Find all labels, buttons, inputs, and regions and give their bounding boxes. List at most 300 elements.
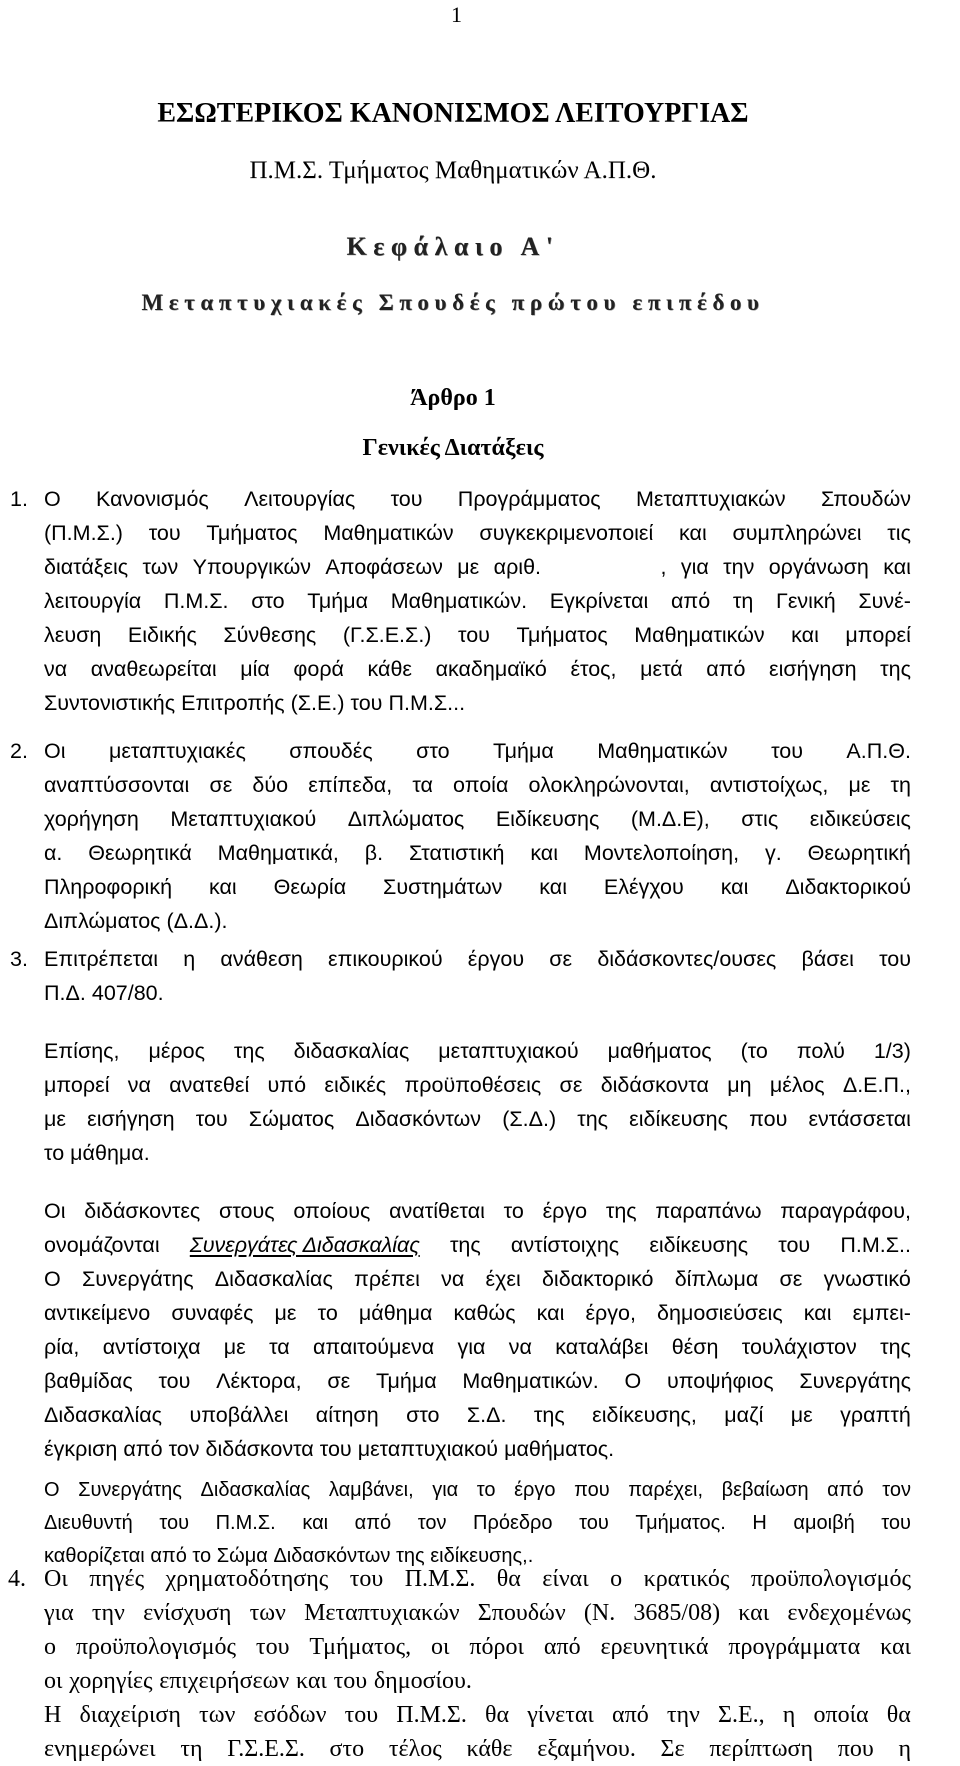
word: σε (209, 773, 233, 797)
word: στο (406, 1403, 440, 1427)
word: Διπλώματος (347, 807, 465, 831)
word: πόροι (469, 1634, 524, 1660)
word: συμπληρώνει (732, 521, 862, 545)
word: Ο (624, 1369, 642, 1393)
word: μπορεί (44, 1073, 110, 1097)
word: του (158, 1369, 191, 1393)
word: Ο (44, 487, 61, 511)
word: συναφές (171, 1301, 254, 1325)
word: υπό (267, 1073, 307, 1097)
word: Σπουδών (477, 1600, 566, 1626)
text-line (44, 1698, 911, 1732)
paragraph-number: 3. (10, 947, 28, 971)
word: μετά (640, 657, 683, 681)
word: διαχείριση (79, 1702, 181, 1728)
word: μέρος (148, 1039, 205, 1063)
word: Δ.Ε.Π., (842, 1073, 911, 1097)
word: βαθμίδας (44, 1369, 133, 1393)
word: το (192, 1545, 212, 1567)
word: β. (364, 841, 384, 865)
document-title: ΕΣΩΤΕΡΙΚΟΣ ΚΑΝΟΝΙΣΜΟΣ ΛΕΙΤΟΥΡΓΙΑΣ (157, 98, 749, 129)
word: 3685/08) (633, 1600, 721, 1626)
word: (Σ.Δ.) (502, 1107, 557, 1131)
word: προϋπολογισμός (75, 1634, 237, 1660)
word: ρία, (44, 1335, 80, 1359)
text-line (44, 836, 911, 870)
word: χορήγηση (44, 807, 139, 831)
word: Στατιστική (409, 841, 505, 865)
paragraph-2 (44, 734, 911, 938)
word: και (539, 875, 567, 899)
text-line (44, 1474, 911, 1507)
word: οποία (453, 773, 509, 797)
word: δημοσίου. (373, 1668, 472, 1694)
word: Μεταπτυχιακών (635, 487, 786, 511)
text-line (44, 942, 911, 976)
word: Η (44, 1702, 62, 1728)
word: καθώς (453, 1301, 516, 1325)
word: της (880, 657, 911, 681)
word: αντίστοιχης (510, 1233, 620, 1257)
word: αίτηση (315, 1403, 379, 1427)
word: Λέκτορα, (216, 1369, 302, 1393)
word: Οι (44, 1199, 66, 1223)
word: Τμήματος. (635, 1512, 726, 1534)
word: ανατίθεται (389, 1199, 485, 1223)
word: (Δ.Δ.). (166, 909, 228, 933)
word: Συντονιστικής (44, 691, 176, 715)
word: μεταπτυχιακές (108, 739, 246, 763)
word: (Σ.Ε.) (290, 691, 345, 715)
word: Υπουργικών (192, 555, 311, 579)
text-line (44, 584, 911, 618)
word: το (317, 1301, 338, 1325)
word: θα (886, 1702, 911, 1728)
word: Μαθηματικών (323, 521, 454, 545)
text-line (44, 1102, 911, 1136)
word: ανατεθεί (169, 1073, 250, 1097)
word: για (457, 1335, 486, 1359)
word: Προγράμματος (457, 487, 601, 511)
word: ανάθεση (220, 947, 303, 971)
word: ειδικεύσεις (809, 807, 911, 831)
word: Διδασκόντων (273, 1545, 391, 1567)
word: η (898, 1736, 911, 1762)
text-line (44, 1330, 911, 1364)
word: Μαθηματικών (597, 739, 728, 763)
text-line (44, 1194, 911, 1228)
page-number: 1 (451, 2, 462, 27)
word: και (302, 1512, 329, 1534)
article-title: Γενικές Διατάξεις (362, 435, 544, 461)
word: Π.Μ.Σ... (388, 691, 466, 715)
word: Ο (44, 1479, 60, 1501)
word: συγκεκριμενοποιεί (479, 521, 654, 545)
word: γνωστικό (823, 1267, 911, 1291)
word: με (274, 1301, 297, 1325)
word: Επίσης, (44, 1039, 120, 1063)
word: Π.Δ. (44, 981, 86, 1005)
word: αντίστοιχα (102, 1335, 201, 1359)
text-line (44, 652, 911, 686)
word: Τμήματος (206, 521, 298, 545)
word: έχει (485, 1267, 521, 1291)
word: της (533, 1403, 565, 1427)
word: μαθήματος. (504, 1437, 615, 1461)
word: και (536, 1301, 565, 1325)
word: Ελέγχου (603, 875, 684, 899)
word: λευση (44, 623, 102, 647)
word: Κανονισμός (96, 487, 209, 511)
word: εντάσσεται (808, 1107, 911, 1131)
word: στο (416, 739, 450, 763)
word: Ο (44, 1267, 61, 1291)
word: επικουρικού (328, 947, 443, 971)
word: σε (559, 1073, 583, 1097)
word: είναι (542, 1566, 589, 1592)
word: της (880, 1335, 911, 1359)
word: Πληροφορική (44, 875, 173, 899)
word: Πρόεδρο (473, 1512, 553, 1534)
word: που (574, 1479, 610, 1501)
word: μία (240, 657, 270, 681)
word: στο (329, 1736, 365, 1762)
word: 407/80. (91, 981, 164, 1005)
word: Θεωρία (273, 875, 347, 899)
word: αναπτύσσονται (44, 773, 190, 797)
word: διδακτορικό (541, 1267, 654, 1291)
text-line (44, 618, 911, 652)
word: εμπει- (852, 1301, 911, 1325)
word: 1/3) (873, 1039, 911, 1063)
text-line (44, 1228, 911, 1262)
word: δημοσιεύσεις (657, 1301, 783, 1325)
word: Συστημάτων (383, 875, 503, 899)
word: Επιτροπής (181, 691, 285, 715)
word: από (150, 1545, 187, 1567)
word: για (432, 1479, 459, 1501)
word: Αποφάσεων (325, 555, 443, 579)
word: μπορεί (845, 623, 911, 647)
text-line (44, 1630, 911, 1664)
word: Π.Μ.Σ. (215, 1512, 276, 1534)
word: και (803, 1301, 832, 1325)
word: μάθημα (358, 1301, 433, 1325)
word: Οι (44, 739, 66, 763)
word: του (579, 1512, 609, 1534)
word: του (319, 1437, 352, 1461)
word: Σπουδών (820, 487, 911, 511)
word: Π.Μ.Σ.. (840, 1233, 911, 1257)
paragraph-4 (44, 1562, 911, 1766)
paragraph-3c (44, 1194, 911, 1466)
word: Διδασκόντων (355, 1107, 482, 1131)
word: από (543, 1634, 581, 1660)
word: επιχειρήσεων (159, 1668, 290, 1694)
word: ειδίκευσης, (592, 1403, 697, 1427)
word: και (880, 1634, 911, 1660)
word: εισήγηση (769, 657, 857, 681)
word: υποβάλλει (189, 1403, 289, 1427)
word: έτος, (570, 657, 617, 681)
word: ονομάζονται (44, 1233, 160, 1257)
word: διδασκαλίας (293, 1039, 410, 1063)
text-line (44, 1296, 911, 1330)
word: αμοιβή (793, 1512, 855, 1534)
word: έργο, (585, 1301, 636, 1325)
word: διδάσκοντα (600, 1073, 709, 1097)
text-line (44, 516, 911, 550)
text-line (44, 734, 911, 768)
text-line (44, 1364, 911, 1398)
word: κάθε (466, 1736, 513, 1762)
word: γραπτή (840, 1403, 911, 1427)
word: στις (741, 807, 779, 831)
word: τουλάχιστον (741, 1335, 857, 1359)
word: κάθε (367, 657, 413, 681)
word: και (679, 521, 707, 545)
word: αριθ. , (493, 555, 667, 579)
word: Διπλώματος (44, 909, 161, 933)
text-line (44, 686, 911, 720)
word: ειδίκευσης (629, 1107, 728, 1131)
word: Π.Μ.Σ. (404, 1566, 476, 1592)
word: Σ.Ε., (718, 1702, 765, 1728)
word: Τμήματος (516, 623, 608, 647)
text-line (44, 802, 911, 836)
word: Συνεργάτης (81, 1267, 194, 1291)
word: Θεωρητική (807, 841, 911, 865)
article-number: Άρθρο 1 (410, 385, 496, 411)
word: απαιτούμενα (313, 1335, 435, 1359)
word: της (395, 1545, 425, 1567)
word: τη (732, 589, 754, 613)
word: Μαθηματικών. (390, 589, 528, 613)
word: έργου (467, 947, 525, 971)
word: Ειδικής (127, 623, 197, 647)
word: τη (890, 773, 911, 797)
word: Διδασκαλίας (44, 1403, 163, 1427)
word: τον (882, 1479, 911, 1501)
word: Συνεργάτης (78, 1479, 182, 1501)
word: τη (180, 1736, 203, 1762)
word: Συνέ- (858, 589, 911, 613)
word: Επιτρέπεται (44, 947, 159, 971)
word: παρέχει, (628, 1479, 704, 1501)
word: Μαθηματικά, (217, 841, 339, 865)
word: εισήγηση (87, 1107, 175, 1131)
chapter-title: Κεφάλαιο Α' (346, 232, 560, 261)
word: μαζί (724, 1403, 764, 1427)
word: υποψήφιος (667, 1369, 774, 1393)
word: διδάσκοντες (84, 1199, 201, 1223)
word: Συνεργάτης (799, 1369, 911, 1393)
word: από (670, 589, 711, 613)
word: η (782, 1702, 796, 1728)
text-line (44, 1068, 911, 1102)
word: του (879, 947, 911, 971)
word: τον (168, 1437, 200, 1461)
word: Η (752, 1512, 767, 1534)
word: πολύ (796, 1039, 845, 1063)
text-line (44, 1732, 911, 1766)
word: του (195, 1107, 228, 1131)
word: πρέπει (354, 1267, 420, 1291)
word: από (612, 1702, 649, 1728)
word: δύο (252, 773, 289, 797)
word: να (508, 1335, 532, 1359)
word: της (233, 1039, 265, 1063)
word: από (354, 1512, 392, 1534)
word: Διδασκαλίας (200, 1479, 311, 1501)
word: Σώματος (248, 1107, 335, 1131)
word: των (142, 555, 179, 579)
word: και (791, 623, 819, 647)
document-subtitle: Π.Μ.Σ. Τμήματος Μαθηματικών Α.Π.Θ. (249, 157, 657, 184)
word: μάθημα. (70, 1141, 150, 1165)
word: η (183, 947, 196, 971)
paragraph-3b (44, 1034, 911, 1170)
word: τις (887, 521, 911, 545)
word: από (706, 657, 746, 681)
word: του (349, 1566, 384, 1592)
word: φορά (293, 657, 344, 681)
paragraph-3 (44, 942, 911, 1010)
word: να (44, 657, 68, 681)
word: τον (417, 1512, 447, 1534)
word: το (44, 1141, 65, 1165)
word: έργο (542, 1199, 588, 1223)
word: του (333, 1668, 368, 1694)
word: (Γ.Σ.Ε.Σ.) (342, 623, 432, 647)
word: του (390, 487, 423, 511)
word: και (738, 1600, 770, 1626)
word: μαθήματος (607, 1039, 712, 1063)
word: ειδίκευσης (649, 1233, 749, 1257)
word: πηγές (89, 1566, 145, 1592)
word: το (476, 1479, 496, 1501)
word: οι (44, 1668, 63, 1694)
word: εσόδων (253, 1702, 327, 1728)
word: γίνεται (527, 1702, 594, 1728)
word: ολοκληρώνονται, (528, 773, 690, 797)
word: σε (779, 1267, 803, 1291)
word: εξαμήνου. (537, 1736, 636, 1762)
word: έργο (514, 1479, 556, 1501)
word: με (223, 1335, 246, 1359)
word: του (881, 1512, 911, 1534)
word: Σώμα (216, 1545, 268, 1567)
chapter-subtitle: Μεταπτυχιακές Σπουδές πρώτου επιπέδου (141, 290, 765, 315)
paragraph-3d (44, 1474, 911, 1573)
word: από (827, 1479, 864, 1501)
word: επίπεδα, (308, 773, 393, 797)
word: καταλάβει (555, 1335, 649, 1359)
word: θέση (671, 1335, 719, 1359)
word: παραπάνω (655, 1199, 762, 1223)
text-line (44, 482, 911, 516)
word: Διδασκαλίας (214, 1267, 333, 1291)
word: Π.Μ.Σ. (163, 589, 229, 613)
word: και (295, 1668, 327, 1694)
word: Σύνθεσης (223, 623, 317, 647)
word: μεταπτυχιακού (438, 1039, 579, 1063)
word: Μαθηματικών. (462, 1369, 599, 1393)
word: του (255, 1634, 290, 1660)
word: τα (412, 773, 433, 797)
word: να (127, 1073, 151, 1097)
text-line (44, 1596, 911, 1630)
word: των (199, 1702, 236, 1728)
word: ενημερώνει (44, 1736, 156, 1762)
word: Τμήμα (375, 1369, 437, 1393)
word: της (449, 1233, 481, 1257)
word: ο (44, 1634, 56, 1660)
word: δίπλωμα (674, 1267, 759, 1291)
word: σπουδές (289, 739, 373, 763)
word: α. (44, 841, 63, 865)
text-line (44, 768, 911, 802)
paragraph-number: 4. (8, 1566, 26, 1592)
word: κρατικός (643, 1566, 730, 1592)
word: προγράμματα (728, 1634, 861, 1660)
word: οποία (813, 1702, 869, 1728)
word: βεβαίωση (721, 1479, 809, 1501)
word: έγκριση (44, 1437, 118, 1461)
word: σε (549, 947, 573, 971)
word: Λειτουργίας (244, 487, 356, 511)
word: των (249, 1600, 286, 1626)
text-line (44, 1398, 911, 1432)
word: την (666, 1702, 700, 1728)
word: οργάνωση (768, 555, 869, 579)
word: Σ.Δ. (466, 1403, 507, 1427)
word: στο (251, 589, 285, 613)
word: Εγκρίνεται (549, 589, 649, 613)
word: το (503, 1199, 524, 1223)
word: Θεωρητικά (88, 841, 192, 865)
word: για (44, 1600, 74, 1626)
word: Ειδίκευσης (495, 807, 600, 831)
word: του (148, 521, 181, 545)
word: διδάσκοντες/ουσες (597, 947, 777, 971)
word: παραγράφου, (780, 1199, 911, 1223)
word: με (457, 555, 480, 579)
paragraph-number: 1. (10, 487, 28, 511)
word: Διευθυντή (44, 1512, 133, 1534)
word: ενίσχυση (143, 1600, 232, 1626)
word: και (208, 875, 237, 899)
word: οποίους (293, 1199, 371, 1223)
word: με (848, 773, 871, 797)
word: ο (610, 1566, 623, 1592)
word: θα (485, 1702, 510, 1728)
word: μέλος (769, 1073, 825, 1097)
word: Α.Π.Θ. (846, 739, 911, 763)
word: Τμήμα (307, 589, 369, 613)
word: του (344, 1702, 379, 1728)
word: από (123, 1437, 163, 1461)
word: Οι (44, 1566, 68, 1592)
text-line (44, 1136, 911, 1170)
word: αναθεωρείται (90, 657, 217, 681)
word: μη (727, 1073, 752, 1097)
text-line (44, 976, 911, 1010)
word: Μαθηματικών (634, 623, 765, 647)
word: Συνεργάτες Διδασκαλίας (189, 1233, 420, 1257)
word: της (577, 1107, 609, 1131)
text-line (44, 904, 911, 938)
